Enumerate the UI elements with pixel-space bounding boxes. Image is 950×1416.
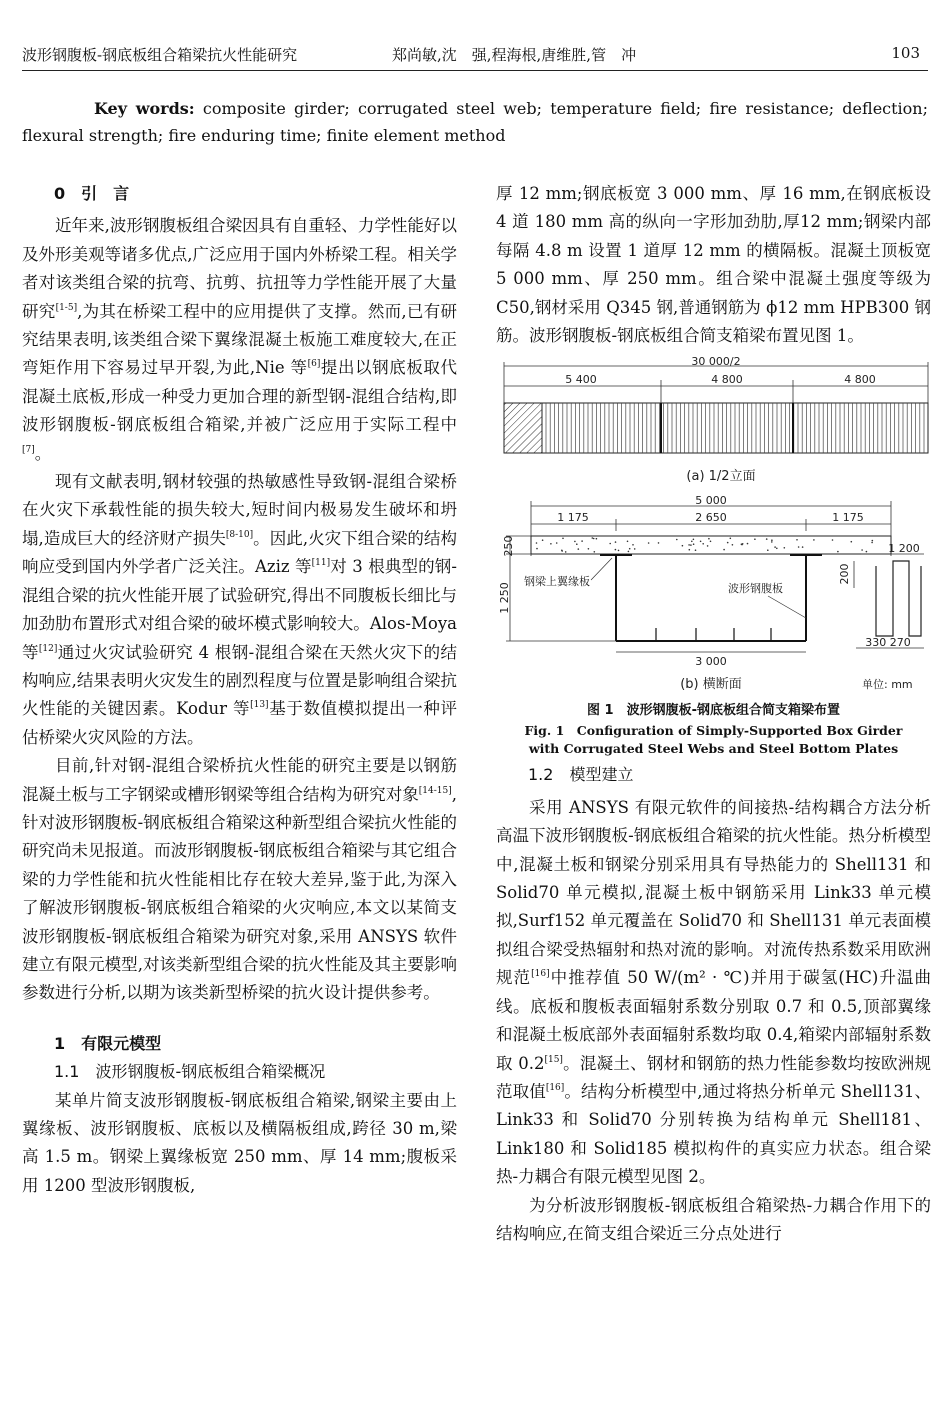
aggregate-dot — [732, 544, 734, 546]
page-number: 103 — [891, 44, 920, 62]
aggregate-dot — [693, 539, 695, 541]
aggregate-dot — [542, 540, 544, 542]
aggregate-dot — [727, 542, 729, 544]
aggregate-dot — [741, 544, 743, 546]
section-1-1-heading: 1.1 波形钢腹板-钢底板组合箱梁概况 — [54, 1062, 326, 1082]
elevation-dim-2: 4 800 — [711, 373, 743, 387]
aggregate-dot — [578, 549, 580, 551]
aggregate-dot — [576, 544, 578, 546]
right-column — [496, 180, 931, 1248]
bottom-width-dim: 3 000 — [695, 655, 727, 669]
aggregate-dot — [754, 539, 756, 541]
aggregate-dot — [565, 552, 567, 554]
intro-paragraph-1: 近年来,波形钢腹板组合梁因具有自重轻、力学性能好以及外形美观等诸多优点,广泛应用于国内外桥梁工程。相关学者对该类组合梁的抗弯、抗剪、抗扭等力学性能开展了大量研究[1-5],为其在桥梁工程中的应用提供了支撑。然而,已有研究结果表明,该类组合梁下翼缘混凝土板施工难度较大,在正弯矩作用下容易过早开裂,为此,Nie 等[6]提出以钢底板取代混凝土底板,形成一种受力更加合理的新型钢-混组合结构,即波形钢腹板-钢底板组合箱梁,并被广泛应用于实际工程中[7]。 — [22, 216, 458, 463]
concrete-top-slab — [531, 536, 891, 554]
model-paragraph: 采用 ANSYS 有限元软件的间接热-结构耦合方法分析高温下波形钢腹板-钢底板组合箱梁的抗火性能。热分析模型中,混凝土板和钢梁分别采用具有导热能力的 Shell131 和 Solid70 单元模拟,混凝土板中钢筋采用 Link33 单元模拟,Surf152 单元覆盖在 Solid70 和 Shell131 单元表面模拟组合梁受热辐射和热对流的影响。对流传热系数采用欧洲规范[16]中推荐值 50 W/(m² · ℃)并用于碳氢(HC)升温曲线。底板和腹板表面辐射系数分别取 0.7 和 0.5,顶部翼缘和混凝土板底部外表面辐射系数均取 0.4,箱梁内部辐射系数取 0.2[15]。混凝土、钢材和钢筋的热力性能参数均按欧洲规范取值[16]。结构分析模型中,通过将热分析单元 Shell131、Link33 和 Solid70 分别转换为结构单元 Shell181、Link180 和 Solid185 模拟构件的真实应力状态。组合梁热-力耦合有限元模型见图 2。 — [496, 797, 932, 1187]
citation: [12] — [38, 643, 58, 654]
aggregate-dot — [702, 543, 704, 545]
aggregate-dot — [628, 551, 630, 553]
aggregate-dot — [627, 541, 629, 543]
aggregate-dot — [615, 549, 617, 551]
citation: [6] — [307, 359, 321, 370]
header-authors: 郑尚敏,沈 强,程海根,唐维胜,管 冲 — [392, 46, 637, 64]
subfigure-b-label: (b) 横断面 — [680, 677, 742, 693]
figure-1-caption-en: Fig. 1 Configuration of Simply-Supported Box Girder with Corrugated Steel Webs and Steel Bottom Plates — [524, 723, 903, 757]
citation: [16] — [545, 1082, 565, 1093]
aggregate-dot — [562, 538, 564, 540]
aggregate-dot — [813, 540, 815, 542]
aggregate-dot — [695, 550, 697, 552]
girder-height-dim: 1 250 — [498, 582, 511, 615]
aggregate-dot — [536, 543, 538, 545]
section-1-heading: 1 有限元模型 — [54, 1033, 162, 1053]
citation: [16] — [531, 969, 550, 980]
aggregate-dot — [689, 549, 691, 551]
citation: [7] — [22, 444, 35, 455]
aggregate-dot — [766, 539, 768, 541]
citation: [11] — [311, 558, 331, 569]
aggregate-dot — [676, 539, 678, 541]
aggregate-dot — [618, 550, 620, 552]
aggregate-dot — [556, 543, 558, 545]
section-dim-3: 1 175 — [832, 511, 864, 525]
aggregate-dot — [581, 541, 583, 543]
flange-label: 钢梁上翼缘板 — [524, 575, 590, 589]
aggregate-dot — [723, 549, 725, 551]
slab-thickness-dim: 250 — [502, 535, 515, 557]
aggregate-dot — [574, 541, 576, 543]
citation: [8-10] — [225, 529, 254, 540]
section-total-dim: 5 000 — [695, 494, 727, 508]
aggregate-dot — [658, 543, 660, 545]
intro-paragraph-2: 现有文献表明,钢材较强的热敏感性导致钢-混组合梁桥在火灾下承载性能的损失较大,短时间内极易发生破坏和坍塌,造成巨大的经济财产损失[8-10]。因此,火灾下组合梁的结构响应受到国内外学者广泛关注。Aziz 等[11]对 3 根典型的钢-混组合梁的抗火性能开展了试验研究,得出不同腹板长细比与加劲肋布置形式对组合梁的破坏模式影响较大。Alos-Moya 等[12]通过火灾试验研究 4 根钢-混组合梁在天然火灾下的结构响应,结果表明火灾发生的剧烈程度与位置是影响组合梁抗火性能的关键因素。Kodur 等[13]基于数值模拟提出一种评估桥梁火灾风险的方法。 — [22, 472, 458, 747]
aggregate-dot — [784, 547, 786, 549]
aggregate-dot — [796, 539, 798, 541]
keywords-label: Key words: — [94, 99, 195, 118]
corrugation-detail — [876, 561, 921, 636]
aggregate-dot — [588, 548, 590, 550]
analysis-paragraph: 为分析波形钢腹板-钢底板组合箱梁热-力耦合作用下的结构响应,在简支组合梁近三分点处进行 — [496, 1195, 931, 1243]
aggregate-dot — [594, 551, 596, 553]
running-header — [22, 40, 928, 71]
citation: [13] — [250, 700, 269, 711]
aggregate-dot — [798, 547, 800, 549]
aggregate-dot — [861, 550, 863, 552]
keywords-block — [22, 95, 928, 149]
subfigure-a-label: (a) 1/2立面 — [686, 469, 756, 485]
aggregate-dot — [629, 548, 631, 550]
aggregate-dot — [866, 551, 868, 553]
figure-1-drawing — [496, 356, 931, 701]
section-dim-2: 2 650 — [695, 511, 727, 525]
aggregate-dot — [771, 540, 773, 542]
elevation-total-dim: 30 000/2 — [691, 356, 741, 369]
aggregate-dot — [832, 540, 834, 542]
aggregate-dot — [693, 544, 695, 546]
aggregate-dot — [592, 538, 594, 540]
aggregate-dot — [767, 550, 769, 552]
elevation-dim-3: 4 800 — [844, 373, 876, 387]
elevation-support-hatch — [504, 403, 542, 453]
aggregate-dot — [561, 551, 563, 553]
section-dim-1: 1 175 — [557, 511, 589, 525]
aggregate-dot — [776, 548, 778, 550]
aggregate-dot — [771, 542, 773, 544]
overview-paragraph: 某单片简支波形钢腹板-钢底板组合箱梁,钢梁主要由上翼缘板、波形钢腹板、底板以及横隔板组成,跨径 30 m,梁高 1.5 m。钢梁上翼缘板宽 250 mm、厚 14 mm;腹板采用 1200 型波形钢腹板, — [22, 1090, 457, 1195]
aggregate-dot — [710, 541, 712, 543]
aggregate-dot — [730, 538, 732, 540]
section-0-heading: 0 引 言 — [54, 184, 130, 203]
figure-1 — [496, 356, 931, 761]
aggregate-dot — [632, 544, 634, 546]
aggregate-dot — [690, 545, 692, 547]
keywords-text: composite girder; corrugated steel web; temperature field; fire resistance; deflection; flexural strength; fire enduring time; finite element method — [22, 99, 928, 145]
aggregate-dot — [682, 545, 684, 547]
detail-depth-dim: 200 — [838, 563, 851, 585]
aggregate-dot — [615, 542, 617, 544]
aggregate-dot — [851, 541, 853, 543]
overview-paragraph-continued: 厚 12 mm;钢底板宽 3 000 mm、厚 16 mm,在钢底板设 4 道 180 mm 高的纵向一字形加劲肋,厚12 mm;钢梁内部每隔 4.8 m 设置 1 道厚 12 mm 的横隔板。混凝土顶板宽 5 000 mm、厚 250 mm。组合梁中混凝土强度等级为 C50,钢材采用 Q345 钢,普通钢筋为 ϕ12 mm HPB300 钢筋。波形钢腹板-钢底板组合简支箱梁布置见图 1。 — [496, 184, 931, 346]
aggregate-dot — [871, 542, 873, 544]
web-label: 波形钢腹板 — [728, 582, 783, 596]
aggregate-dot — [550, 543, 552, 545]
aggregate-dot — [700, 541, 702, 543]
detail-width-dim: 1 200 — [888, 542, 920, 556]
header-title: 波形钢腹板-钢底板组合箱梁抗火性能研究 — [22, 46, 298, 64]
elevation-dim-1: 5 400 — [565, 373, 597, 387]
citation: [14-15] — [418, 785, 452, 796]
unit-label: 单位: mm — [862, 678, 913, 692]
aggregate-dot — [536, 548, 538, 550]
aggregate-dot — [774, 547, 776, 549]
aggregate-dot — [593, 538, 595, 540]
aggregate-dot — [708, 538, 710, 540]
section-1-2-heading: 1.2 模型建立 — [528, 765, 634, 785]
aggregate-dot — [596, 538, 598, 540]
aggregate-dot — [837, 551, 839, 553]
aggregate-dot — [747, 543, 749, 545]
detail-bottom-dim: 330 270 — [865, 636, 911, 650]
aggregate-dot — [688, 545, 690, 547]
citation: [1-5] — [55, 302, 78, 313]
aggregate-dot — [707, 546, 709, 548]
intro-paragraph-3: 目前,针对钢-混组合梁桥抗火性能的研究主要是以钢筋混凝土板与工字钢梁或槽形钢梁等组合结构为研究对象[14-15],针对波形钢腹板-钢底板组合箱梁这种新型组合梁抗火性能的研究尚未见报道。而波形钢腹板-钢底板组合箱梁与其它组合梁的力学性能和抗火性能相比存在较大差异,鉴于此,为深入了解波形钢腹板-钢底板组合箱梁的火灾响应,本文以某简支波形钢腹板-钢底板组合箱梁为研究对象,采用 ANSYS 软件建立有限元模型,对该类新型组合梁的抗火性能及其主要影响参数进行分析,以期为该类新型桥梁的抗火设计提供参考。 — [22, 756, 457, 1003]
aggregate-dot — [802, 547, 804, 549]
aggregate-dot — [872, 540, 874, 542]
citation: [15] — [544, 1054, 563, 1065]
aggregate-dot — [648, 543, 650, 545]
left-column — [22, 180, 457, 1200]
figure-1-caption-cn: 图 1 波形钢腹板-钢底板组合简支箱梁布置 — [587, 703, 840, 719]
aggregate-dot — [634, 549, 636, 551]
aggregate-dot — [691, 541, 693, 543]
aggregate-dot — [609, 543, 611, 545]
